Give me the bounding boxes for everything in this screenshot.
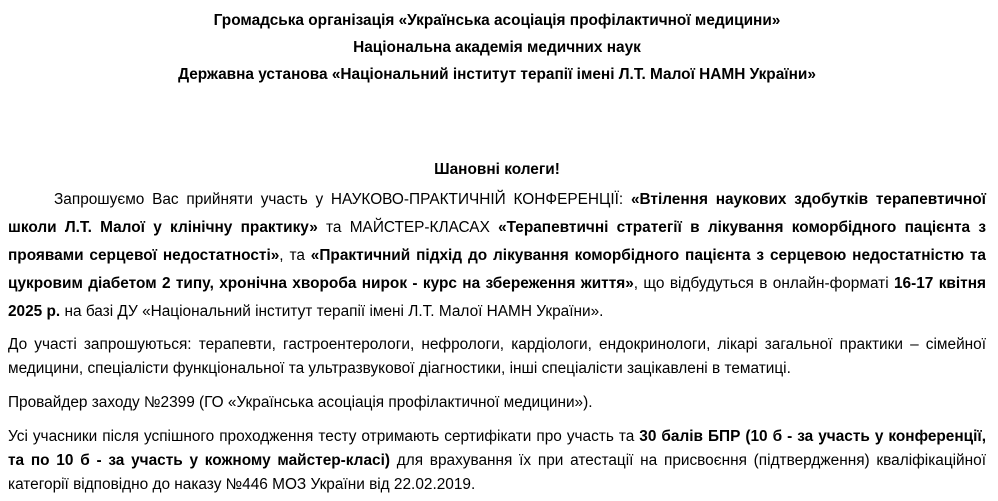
organization-header-line-2: Національна академія медичних наук xyxy=(353,39,641,56)
master-class-title-2: «Практичний підхід до лікування коморбідного пацієнта з серцевою недостатністю та цукровим діабетом 2 типу, хронічна хвороба нирок - курс на збереження життя» xyxy=(8,247,986,292)
organization-header-line-1: Громадська організація «Українська асоціація профілактичної медицини» xyxy=(213,12,781,29)
invitation-paragraph xyxy=(8,186,986,326)
invitation-text-4: , що відбудуться в онлайн-форматі xyxy=(633,275,894,292)
certificates-text-2: для врахування їх при атестації на присвоєння (підтвердження) кваліфікаційної категорії відповідно до наказу №446 МОЗ України від 22.02.2019. xyxy=(8,452,986,493)
certificates-text-1: Усі учасники після успішного проходження тесту отримають сертифікати про участь та xyxy=(8,428,640,445)
master-class-title-1: «Терапевтичні стратегії в лікування коморбідного пацієнта з проявами серцевої недостатності» xyxy=(8,219,986,264)
conference-title: «Втілення наукових здобутків терапевтичної школи Л.Т. Малої у клінічну практику» xyxy=(8,191,986,236)
event-dates: 16-17 квітня 2025 р. xyxy=(8,275,986,320)
invitation-text-3: , та xyxy=(279,247,311,264)
organization-header-line-3: Державна установа «Національний інститут терапії імені Л.Т. Малої НАМН України» xyxy=(178,66,816,83)
provider-paragraph: Провайдер заходу №2399 (ГО «Українська асоціація профілактичної медицини»). xyxy=(8,394,593,411)
invitation-text-1: Запрошуємо Вас прийняти участь у НАУКОВО-ПРАКТИЧНІЙ КОНФЕРЕНЦІЇ: xyxy=(54,191,631,208)
invitation-text-5: на базі ДУ «Національний інститут терапії імені Л.Т. Малої НАМН України». xyxy=(60,303,604,320)
greeting: Шановні колеги! xyxy=(434,161,560,178)
participants-paragraph: До участі запрошуються: терапевти, гастроентерологи, нефрологи, кардіологи, ендокринологи, лікарі загальної практики – сімейної медицини, спеціалісти функціональної та ультразвукової діагностики, інші спеціалісти зацікавлені в тематиці. xyxy=(8,336,986,377)
cpd-points: 30 балів БПР (10 б - за участь у конференції, та по 10 б - за участь у кожному майстер-класі) xyxy=(8,428,986,469)
certificates-paragraph xyxy=(8,425,986,497)
document-page xyxy=(0,7,998,501)
invitation-text-2: та МАЙСТЕР-КЛАСАХ xyxy=(317,219,499,236)
